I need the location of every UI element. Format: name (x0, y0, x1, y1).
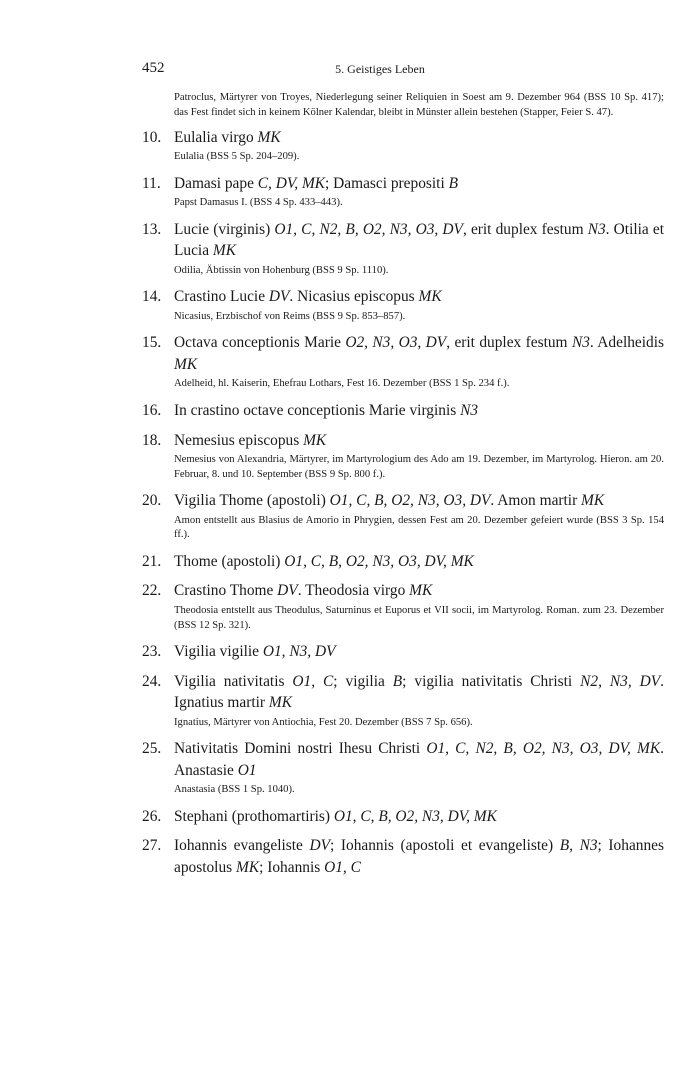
entry-day-number: 10. (142, 128, 162, 146)
manuscript-sigla: O2, N3, O3, DV (345, 334, 447, 352)
entry-day-number: 15. (142, 334, 162, 352)
entry-day-number: 18. (142, 431, 162, 449)
manuscript-sigla: N2, N3, DV (580, 672, 661, 690)
entry-text (142, 580, 664, 602)
feast-text: Thome (apostoli) (174, 552, 285, 570)
calendar-entries (142, 127, 664, 879)
entry-day-number: 26. (142, 807, 162, 825)
manuscript-sigla: MK (409, 582, 433, 600)
entry-text (142, 219, 664, 262)
entry-footnote: Amon entstellt aus Blasius de Amorio in Phrygien, dessen Fest am 20. Dezember gefeiert wurde (BSS 3 Sp. 154 ff.). (174, 514, 664, 541)
entry-footnote: Anastasia (BSS 1 Sp. 1040). (174, 784, 295, 796)
manuscript-sigla: MK (257, 128, 281, 146)
entry-footnote: Theodosia entstellt aus Theodulus, Saturninus et Euporus et VII socii, im Martyrolog. Roman. zum 23. Dezember (BSS 12 Sp. 321). (174, 604, 664, 631)
entry-day-number: 23. (142, 643, 162, 661)
calendar-entry (142, 641, 664, 663)
manuscript-sigla: O1, C, B, O2, N3, O3, DV (329, 492, 491, 510)
feast-text: ; Iohannis (259, 858, 325, 876)
entry-day-number: 11. (142, 174, 161, 192)
feast-text: ; Damasci prepositi (325, 174, 449, 192)
entry-text (142, 641, 664, 663)
feast-text: In crastino octave conceptionis Marie virginis (174, 402, 461, 420)
entry-day-number: 20. (142, 492, 162, 510)
feast-text: Vigilia Thome (apostoli) (174, 492, 330, 510)
entry-footnote: Papst Damasus I. (BSS 4 Sp. 433–443). (174, 197, 343, 209)
manuscript-sigla: DV (277, 582, 298, 600)
feast-text: ; vigilia (333, 672, 393, 690)
calendar-entry (142, 738, 664, 798)
feast-text: . Anastasie (174, 740, 664, 779)
manuscript-sigla: O1, C, B, O2, N3, O3, DV, MK (284, 552, 474, 570)
feast-text: . Amon martir (490, 492, 582, 510)
feast-text: Vigilia vigilie (174, 643, 263, 661)
manuscript-sigla: O1, C, N2, B, O2, N3, O3, DV (274, 220, 463, 238)
calendar-entry (142, 400, 664, 422)
manuscript-sigla: O1, C (324, 858, 361, 876)
feast-text: Nativitatis Domini nostri Ihesu Christi (174, 740, 427, 758)
manuscript-sigla: O1, C, B, O2, N3, DV, MK (333, 807, 497, 825)
entry-day-number: 25. (142, 740, 162, 758)
manuscript-sigla: B, N3 (559, 837, 598, 855)
intro-footnote: Patroclus, Märtyrer von Troyes, Niederlegung seiner Reliquien in Soest am 9. Dezember 964 (BSS 10 Sp. 417); das Fest findet sich in keinem Kölner Kalendar, bleibt in Münster allein bestehen (Stapper, Feier S. 47). (174, 92, 664, 118)
feast-text: . Adelheidis (589, 334, 664, 352)
manuscript-sigla: N3 (587, 220, 606, 238)
feast-text: Lucie (virginis) (174, 220, 275, 238)
text-column (142, 91, 664, 886)
entry-text (142, 286, 664, 308)
entry-text (142, 806, 664, 828)
feast-text: , erit duplex festum (462, 220, 588, 238)
manuscript-sigla: MK (581, 492, 605, 510)
manuscript-sigla: MK (174, 355, 198, 373)
feast-text: Crastino Lucie (174, 288, 269, 306)
manuscript-sigla: MK (212, 242, 236, 260)
feast-text: Eulalia virgo (174, 128, 258, 146)
entry-text (142, 127, 664, 149)
entry-day-number: 24. (142, 672, 162, 690)
entry-footnote: Odilia, Äbtissin von Hohenburg (BSS 9 Sp. 1110). (174, 264, 389, 276)
manuscript-sigla: DV (309, 837, 330, 855)
manuscript-sigla: O1 (237, 761, 257, 779)
entry-day-number: 27. (142, 837, 162, 855)
feast-text: Stephani (prothomartiris) (174, 807, 334, 825)
manuscript-sigla: MK (268, 694, 292, 712)
feast-text: , erit duplex festum (446, 334, 572, 352)
calendar-entry (142, 835, 664, 878)
manuscript-sigla: N3 (571, 334, 590, 352)
feast-text: ; vigilia nativitatis Christi (402, 672, 581, 690)
running-head: 5. Geistiges Leben (335, 62, 425, 76)
feast-text: Octava conceptionis Marie (174, 334, 346, 352)
feast-text: Iohannis evangeliste (174, 837, 310, 855)
entry-footnote: Ignatius, Märtyrer von Antiochia, Fest 20. Dezember (BSS 7 Sp. 656). (174, 716, 473, 728)
calendar-entry (142, 219, 664, 279)
entry-footnote: Nicasius, Erzbischof von Reims (BSS 9 Sp. 853–857). (174, 310, 406, 322)
manuscript-sigla: DV (268, 288, 290, 306)
feast-text: Crastino Thome (174, 582, 278, 600)
manuscript-sigla: O1, N3, DV (262, 643, 336, 661)
entry-text (142, 400, 664, 422)
calendar-entry (142, 127, 664, 165)
entry-footnote: Nemesius von Alexandria, Märtyrer, im Martyrologium des Ado am 19. Dezember, im Martyrolog. Hieron. am 20. Februar, 8. und 10. September (BSS 9 Sp. 800 f.). (174, 454, 664, 480)
calendar-entry (142, 580, 664, 633)
entry-text (142, 835, 664, 878)
entry-text (142, 671, 664, 714)
entry-day-number: 16. (142, 402, 162, 420)
feast-text: ; Iohannis (apostoli et evangeliste) (330, 837, 560, 855)
manuscript-sigla: C, DV, MK (257, 174, 326, 192)
feast-text: . Ignatius martir (174, 672, 664, 712)
calendar-entry (142, 173, 664, 211)
entry-footnote: Eulalia (BSS 5 Sp. 204–209). (174, 151, 300, 163)
feast-text: ; Iohannes apostolus (174, 837, 664, 876)
feast-text: Damasi pape (174, 174, 258, 192)
page-number: 452 (142, 60, 165, 76)
manuscript-sigla: N3 (460, 402, 479, 420)
feast-text: . Nicasius episcopus (289, 288, 419, 306)
calendar-entry (142, 490, 664, 543)
entry-text (142, 551, 664, 573)
entry-text (142, 332, 664, 375)
calendar-entry (142, 332, 664, 392)
entry-day-number: 13. (142, 220, 162, 238)
feast-text: . Otilia et Lucia (174, 220, 664, 260)
entry-text (142, 173, 664, 195)
manuscript-sigla: O1, C, N2, B, O2, N3, O3, DV, MK (426, 740, 661, 758)
entry-day-number: 14. (142, 288, 162, 306)
entry-day-number: 21. (142, 552, 162, 570)
entry-footnote: Adelheid, hl. Kaiserin, Ehefrau Lothars, Fest 16. Dezember (BSS 1 Sp. 234 f.). (174, 378, 510, 390)
calendar-entry (142, 806, 664, 828)
calendar-entry (142, 551, 664, 573)
entry-text (142, 738, 664, 781)
feast-text: Vigilia nativitatis (174, 672, 293, 690)
feast-text: . Theodosia virgo (297, 582, 410, 600)
calendar-entry (142, 671, 664, 731)
manuscript-sigla: MK (418, 288, 442, 306)
entry-text (142, 430, 664, 452)
calendar-entry (142, 286, 664, 324)
manuscript-sigla: B (448, 174, 458, 192)
manuscript-sigla: MK (236, 858, 260, 876)
manuscript-sigla: O1, C (292, 672, 334, 690)
entry-day-number: 22. (142, 582, 162, 600)
feast-text: Nemesius episcopus (174, 431, 304, 449)
manuscript-sigla: MK (303, 431, 327, 449)
entry-text (142, 490, 664, 512)
calendar-entry (142, 430, 664, 483)
manuscript-sigla: B (392, 672, 403, 690)
